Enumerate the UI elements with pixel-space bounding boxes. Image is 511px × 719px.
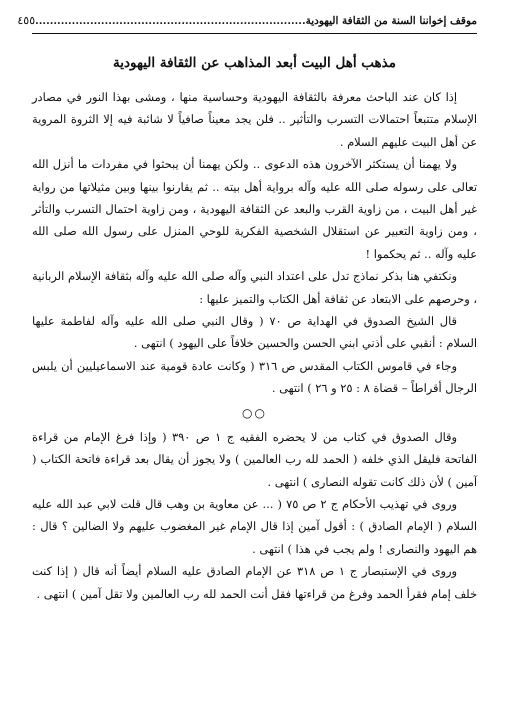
section-separator: ○○: [242, 405, 267, 420]
paragraph: وروى في الإستبصار ج ١ ص ٣١٨ عن الإمام الصادق عليه السلام أيضاً أنه قال ( إذا كنت خلف إمام فقرأ الحمد وفرغ من قراءتها فقل أنت الحمد لله رب العالمين ولا تقل آمين ) انتهى .: [32, 564, 477, 601]
leader-dots: ..........................................................................: [35, 15, 306, 27]
running-title: موقف إخواننا السنة من الثقافة اليهودية..........................................................................: [35, 15, 477, 27]
paragraph: وجاء في قاموس الكتاب المقدس ص ٣١٦ ( وكانت عادة قومية عند الاسماعيليين أن يلبس الرجال أقراطاً – قضاة ٨ : ٢٥ و ٢٦ ) انتهى .: [32, 358, 477, 396]
paragraph: قال الشيخ الصدوق في الهداية ص ٧٠ ( وقال النبي صلى الله عليه وآله لفاطمة عليها السلام : أنقبي على أذني ابني الحسن والحسين خلافاً على اليهود ) انتهى .: [32, 314, 477, 351]
paragraph: ونكتفي هنا بذكر نماذج تدل على اعتداد النبي وآله صلى الله عليه وآله بثقافة الإسلام الربانية ، وحرصهم على الابتعاد عن ثقافة أهل الكتاب والتميز عليها :: [32, 269, 477, 306]
body-text: [32, 86, 477, 605]
section-title: مذهب أهل البيت أبعد المذاهب عن الثقافة اليهودية: [113, 55, 396, 71]
paragraph: وروى في تهذيب الأحكام ج ٢ ص ٧٥ ( ... عن معاوية بن وهب قال قلت لابي عبد الله عليه السلام ( الإمام الصادق ) : أقول آمين إذا قال الإمام غير المغضوب عليهم ولا الضالين ؟ قال : هم اليهود والنصارى ! ولم يجب في هذا ) انتهى .: [32, 496, 477, 556]
running-header: [17, 14, 477, 30]
page-number: ٤٥٥: [17, 14, 36, 27]
paragraph: وقال الصدوق في كتاب من لا يحضره الفقيه ج ١ ص ٣٩٠ ( وإذا فرغ الإمام من قراءة الفاتحة فليقل الذي خلفه ( الحمد لله رب العالمين ) ولا يجوز أن يقال بعد قراءة فاتحة الكتاب ( آمين ) لأن ذلك كانت تقوله النصارى ) انتهى .: [32, 429, 477, 489]
paragraph: ولا يهمنا أن يستكثر الآخرون هذه الدعوى .. ولكن يهمنا أن يبحثوا في مفردات ما أنزل الله تعالى على رسوله صلى الله عليه وآله برواية أهل بيته .. ثم يقارنوا بينها وبين مثيلاتها من رواية غير أهل البيت ، من زاوية القرب والبعد عن الثقافة اليهودية ، ومن زاوية احتمال التسرب والتأثر ، ومن زاوية التعبير عن استقلال الشخصية الفكرية للوحي المنزل على رسول الله صلى الله عليه وآله .. ثم يحكموا !: [32, 157, 477, 261]
paragraph: إذا كان عند الباحث معرفة بالثقافة اليهودية وحساسية منها ، ومشى بهذا النور في مصادر الإسلام متتبعاً احتمالات التسرب والتأثير .. فلن يجد معيناً صافياً لا شائبة فيه إلا الثروة المروية عن أهل البيت عليهم السلام .: [32, 90, 477, 149]
header-rule: [32, 33, 477, 34]
